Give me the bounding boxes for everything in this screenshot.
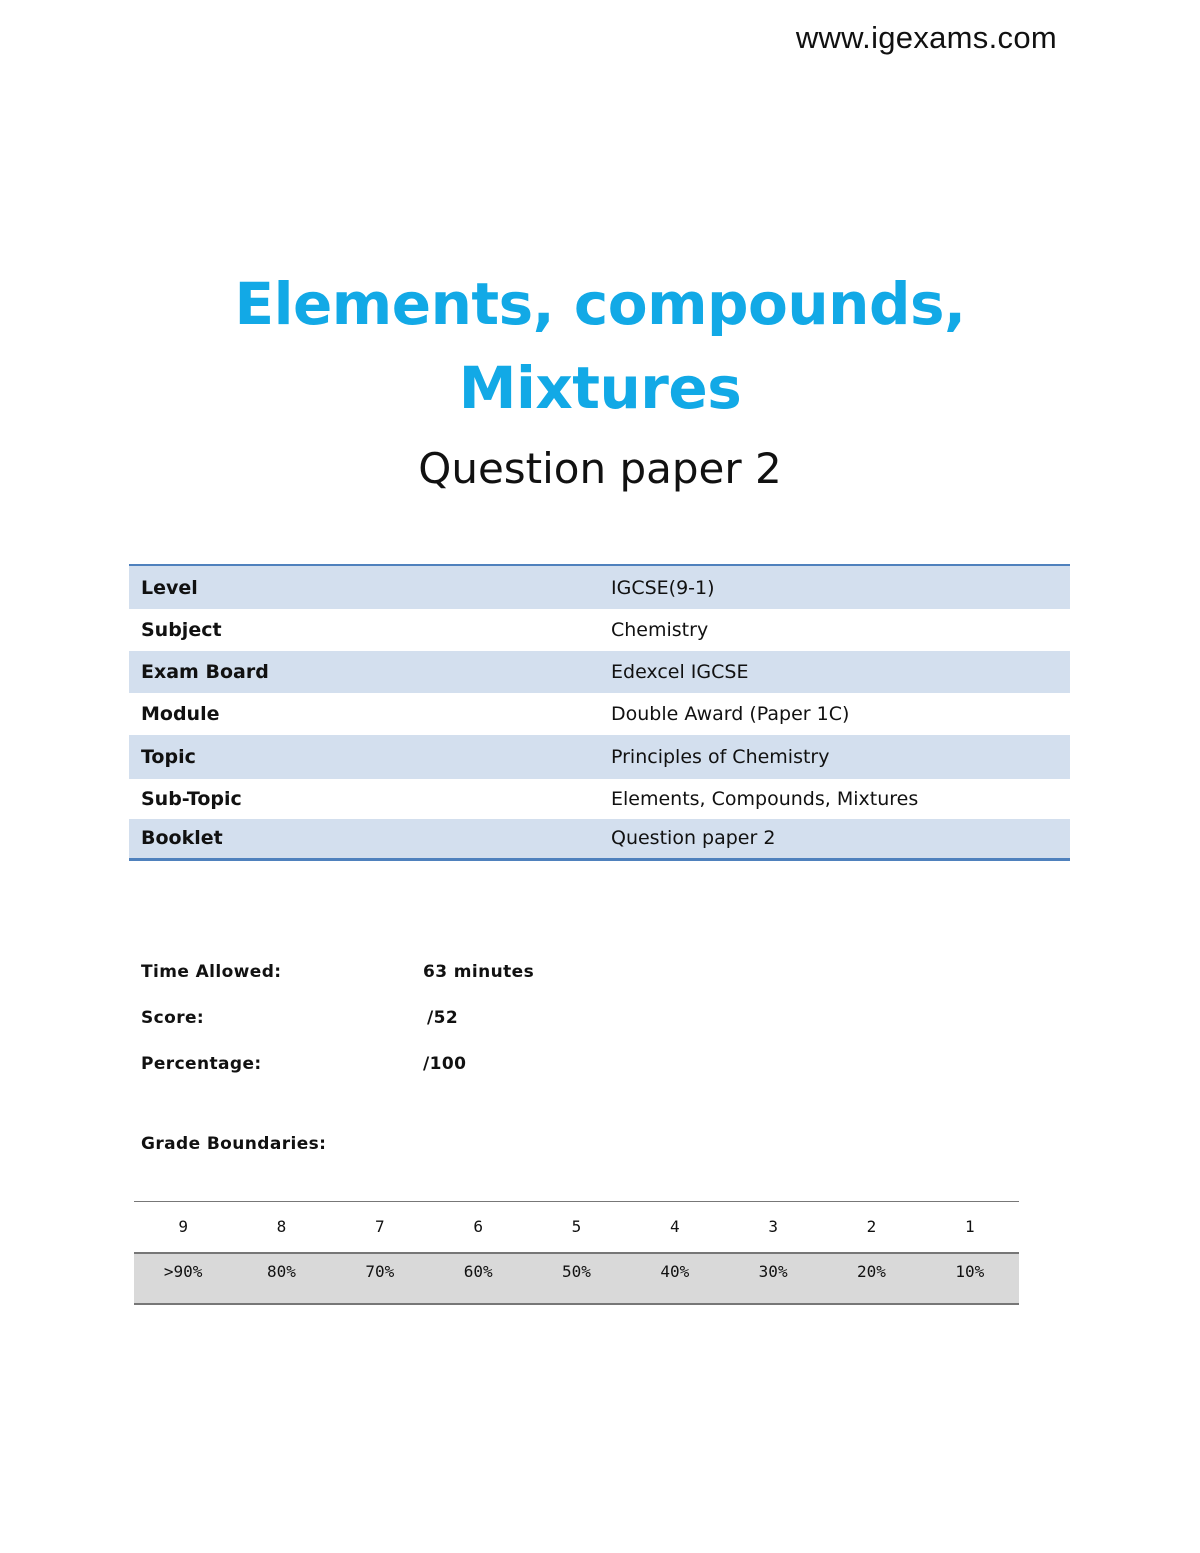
grade-boundaries-table	[134, 1201, 1019, 1305]
score	[141, 1008, 459, 1028]
site-url[interactable]: www.igexams.com	[795, 20, 1057, 55]
info-value: Chemistry	[611, 619, 709, 641]
percentage-cell: 10%	[921, 1253, 1019, 1304]
info-row-exam-board	[129, 651, 1070, 693]
percentage-cell: 70%	[331, 1253, 429, 1304]
info-value: IGCSE(9-1)	[599, 565, 1070, 609]
grade-cell: 5	[527, 1202, 625, 1253]
percentage-value: /100	[423, 1054, 467, 1074]
info-label: Subject	[141, 619, 222, 641]
info-label: Sub-Topic	[141, 788, 242, 810]
info-label: Exam Board	[129, 651, 599, 693]
percentage-cell: 80%	[232, 1253, 330, 1304]
grade-cell: 3	[724, 1202, 822, 1253]
info-row-level	[129, 565, 1070, 609]
time-allowed-value: 63 minutes	[423, 962, 535, 982]
info-value: Edexcel IGCSE	[599, 651, 1070, 693]
grade-cell: 4	[626, 1202, 724, 1253]
percentage	[141, 1054, 467, 1074]
info-value: Question paper 2	[599, 819, 1070, 859]
info-label: Booklet	[129, 819, 599, 859]
percentage-cell: 50%	[527, 1253, 625, 1304]
info-label: Level	[129, 565, 599, 609]
title-line-1: Elements, compounds,	[234, 270, 966, 338]
grade-cell: 1	[921, 1202, 1019, 1253]
percentage-cell: >90%	[134, 1253, 232, 1304]
percentage-cell: 60%	[429, 1253, 527, 1304]
info-value: Elements, Compounds, Mixtures	[611, 788, 919, 810]
grade-boundaries-heading	[141, 1134, 326, 1154]
info-value: Double Award (Paper 1C)	[611, 703, 850, 725]
grade-cell: 9	[134, 1202, 232, 1253]
percentage-label: Percentage:	[141, 1054, 262, 1074]
score-label: Score:	[141, 1008, 205, 1028]
score-value: /52	[427, 1008, 459, 1028]
info-label: Module	[141, 703, 220, 725]
time-allowed	[141, 962, 535, 982]
percentage-cell: 40%	[626, 1253, 724, 1304]
info-table	[129, 564, 1070, 861]
grade-cell: 6	[429, 1202, 527, 1253]
info-row-module	[129, 693, 1070, 735]
info-row-sub-topic	[129, 779, 1070, 819]
time-allowed-label: Time Allowed:	[141, 962, 282, 982]
percentage-cell: 30%	[724, 1253, 822, 1304]
info-label: Topic	[129, 735, 599, 779]
title-line-2: Mixtures	[458, 354, 742, 422]
grade-row	[134, 1202, 1019, 1253]
grade-cell: 2	[822, 1202, 920, 1253]
grade-cell: 8	[232, 1202, 330, 1253]
info-value: Principles of Chemistry	[599, 735, 1070, 779]
grade-cell: 7	[331, 1202, 429, 1253]
percentage-row	[134, 1253, 1019, 1304]
subtitle: Question paper 2	[418, 444, 782, 493]
info-row-booklet	[129, 819, 1070, 859]
title-block	[0, 262, 1200, 493]
info-row-subject	[129, 609, 1070, 651]
percentage-cell: 20%	[822, 1253, 920, 1304]
info-row-topic	[129, 735, 1070, 779]
grade-boundaries-label: Grade Boundaries:	[141, 1134, 327, 1154]
